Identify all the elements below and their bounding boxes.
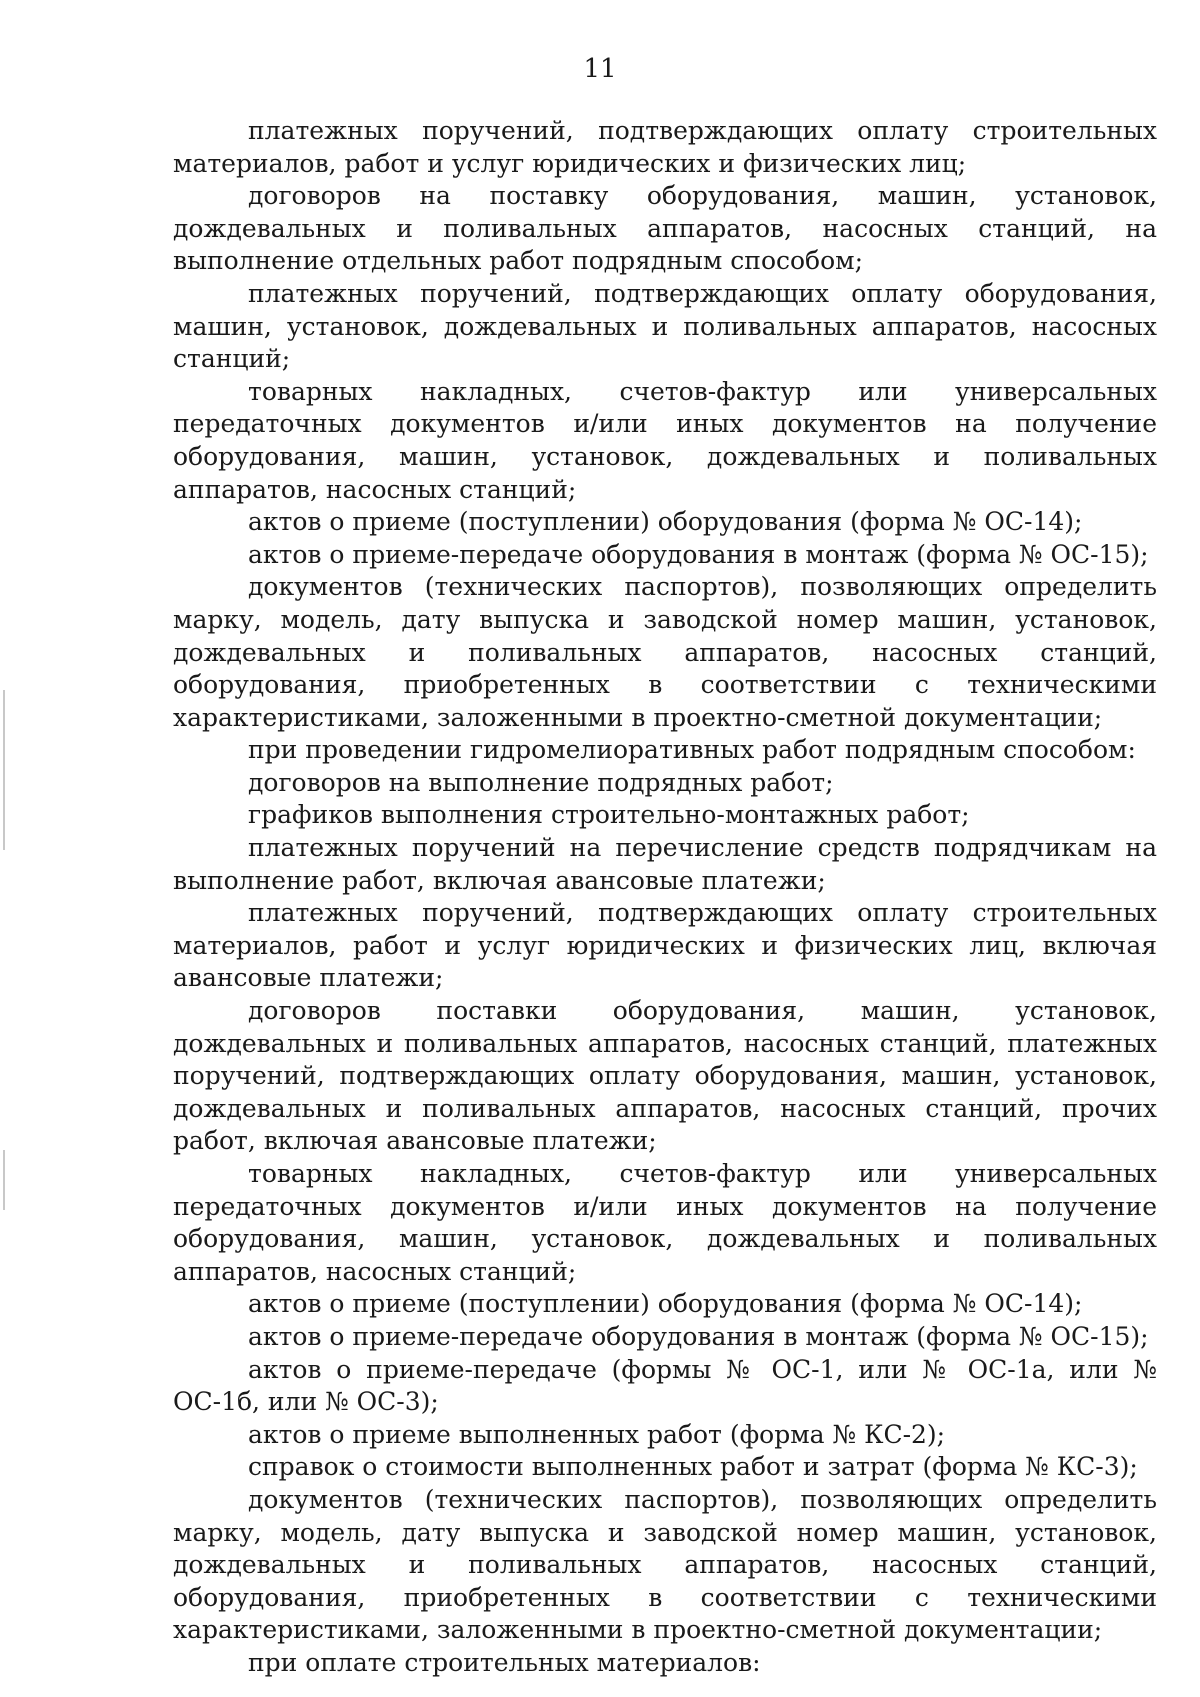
paragraph: актов о приеме-передаче (формы № ОС-1, или № ОС-1а, или № ОС-1б, или № ОС-3); — [173, 1354, 1157, 1417]
paragraph: договоров поставки оборудования, машин, установок, дождевальных и поливальных аппаратов, насосных станций, платежных поручений, подтверждающих оплату оборудования, машин, установок, дождевальных и поливальных аппаратов, насосных станций, прочих работ, включая авансовые платежи; — [173, 996, 1157, 1156]
paragraph: актов о приеме-передаче оборудования в монтаж (форма № ОС-15); — [248, 1321, 1149, 1351]
paragraph: товарных накладных, счетов-фактур или универсальных передаточных документов и/или иных документов на получение оборудования, машин, установок, дождевальных и поливальных аппаратов, насосных станций; — [173, 1159, 1157, 1286]
paragraph: договоров на выполнение подрядных работ; — [248, 767, 834, 797]
paragraph: товарных накладных, счетов-фактур или универсальных передаточных документов и/или иных документов на получение оборудования, машин, установок, дождевальных и поливальных аппаратов, насосных станций; — [173, 376, 1157, 504]
paragraph: актов о приеме выполненных работ (форма № КС-2); — [248, 1419, 946, 1449]
page-number: 11 — [583, 54, 617, 84]
scan-edge-mark — [3, 1150, 5, 1210]
paragraph: при оплате строительных материалов: — [248, 1647, 761, 1677]
paragraph: документов (технических паспортов), позволяющих определить марку, модель, дату выпуска и заводской номер машин, установок, дождевальных и поливальных аппаратов, насосных станций, оборудования, приобретенных в соответствии с техническими характеристиками, заложенными в проектно-сметной документации; — [173, 1484, 1157, 1645]
paragraph: платежных поручений на перечисление средств подрядчикам на выполнение работ, включая авансовые платежи; — [173, 833, 1157, 895]
paragraph: справок о стоимости выполненных работ и затрат (форма № КС-3); — [248, 1452, 1138, 1482]
document-body — [173, 115, 1157, 1680]
scan-edge-mark — [3, 690, 5, 850]
paragraph: актов о приеме (поступлении) оборудования (форма № ОС-14); — [248, 507, 1083, 537]
paragraph: актов о приеме-передаче оборудования в монтаж (форма № ОС-15); — [248, 539, 1149, 569]
paragraph: при проведении гидромелиоративных работ подрядным способом: — [248, 735, 1136, 765]
paragraph: графиков выполнения строительно-монтажных работ; — [248, 800, 970, 830]
paragraph: платежных поручений, подтверждающих оплату строительных материалов, работ и услуг юридических и физических лиц; — [173, 116, 1157, 178]
paragraph: актов о приеме (поступлении) оборудования (форма № ОС-14); — [248, 1289, 1083, 1319]
paragraph: платежных поручений, подтверждающих оплату оборудования, машин, установок, дождевальных и поливальных аппаратов, насосных станций; — [173, 278, 1157, 374]
paragraph: договоров на поставку оборудования, машин, установок, дождевальных и поливальных аппаратов, насосных станций, на выполнение отдельных работ подрядным способом; — [173, 181, 1157, 276]
paragraph: платежных поручений, подтверждающих оплату строительных материалов, работ и услуг юридических и физических лиц, включая авансовые платежи; — [173, 898, 1157, 993]
paragraph: документов (технических паспортов), позволяющих определить марку, модель, дату выпуска и заводской номер машин, установок, дождевальных и поливальных аппаратов, насосных станций, оборудования, приобретенных в соответствии с техническими характеристиками, заложенными в проектно-сметной документации; — [173, 572, 1157, 732]
